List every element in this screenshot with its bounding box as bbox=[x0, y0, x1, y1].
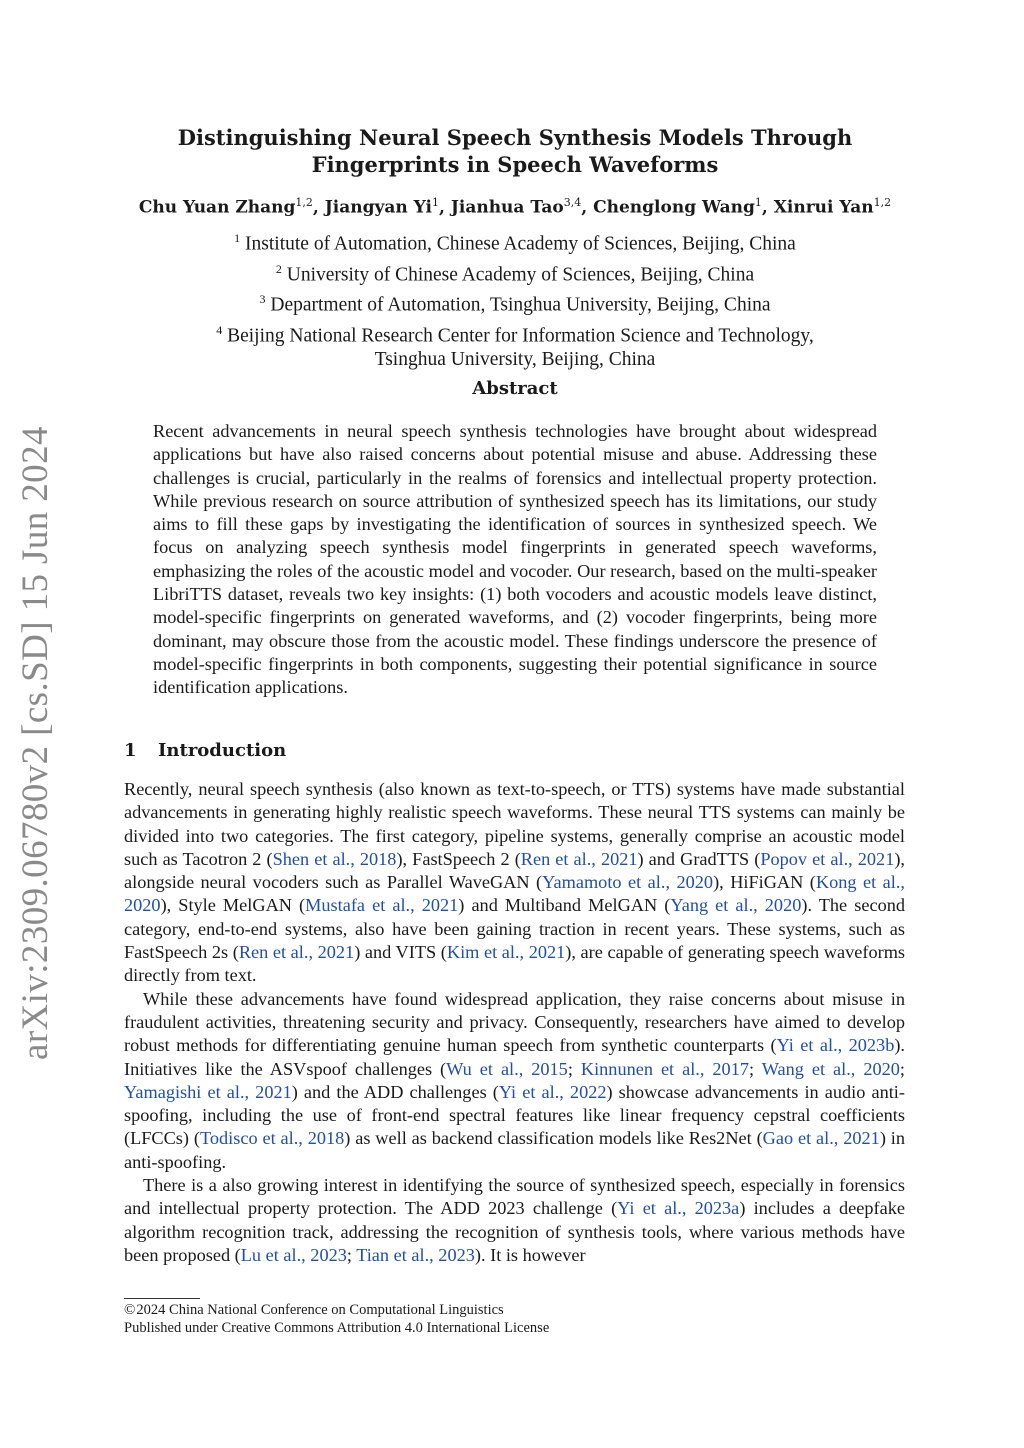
text-run: There is a also growing interest in identifying the source of synthesized speech, especially in forensics and intellectual property protection. The ADD 2023 challenge ( bbox=[124, 1175, 905, 1219]
citation-link[interactable]: Yi et al., 2023b bbox=[776, 1035, 895, 1056]
citation-link[interactable]: Popov et al., 2021 bbox=[760, 848, 895, 869]
citation-link[interactable]: Wu et al., 2015 bbox=[446, 1058, 568, 1079]
author-affil-sup: 3,4 bbox=[563, 196, 582, 209]
footnote-text: 2024 China National Conference on Computational Linguistics bbox=[136, 1302, 504, 1318]
title-line-2: Fingerprints in Speech Waveforms bbox=[311, 152, 719, 177]
author-affil-sup: 1,2 bbox=[873, 196, 892, 209]
citation-link[interactable]: Ren et al., 2021 bbox=[520, 848, 638, 869]
affil-text: Tsinghua University, Beijing, China bbox=[374, 349, 656, 370]
affil-sup: 1 bbox=[234, 231, 241, 245]
arxiv-stamp: arXiv:2309.06780v2 [cs.SD] 15 Jun 2024 bbox=[15, 426, 56, 1060]
affil-text: Department of Automation, Tsinghua University, Beijing, China bbox=[270, 294, 771, 316]
citation-link[interactable]: Kinnunen et al., 2017 bbox=[580, 1058, 749, 1079]
affiliation-line bbox=[120, 226, 910, 257]
text-run: ), alongside neural vocoders such as Parallel WaveGAN ( bbox=[124, 848, 906, 893]
section-number: 1 bbox=[124, 740, 137, 761]
author-name: Jiangyan Yi bbox=[324, 197, 432, 218]
text-run: ). It is however bbox=[474, 1244, 586, 1265]
citation-link[interactable]: Gao et al., 2021 bbox=[762, 1128, 880, 1149]
text-run: ), Style MelGAN ( bbox=[160, 895, 306, 916]
citation-link[interactable]: Yang et al., 2020 bbox=[670, 895, 802, 916]
copyright-icon: © bbox=[124, 1302, 136, 1318]
text-run: ; bbox=[346, 1244, 357, 1265]
text-run: Recently, neural speech synthesis (also known as text-to-speech, or TTS) systems have made substantial advancements in generating highly realistic speech waveforms. These neural TTS systems can mainly be divided into two categories. The first category, pipeline systems, generally comprise an acoustic model such as Tacotron 2 ( bbox=[124, 779, 905, 869]
author-name: Chu Yuan Zhang bbox=[138, 197, 296, 218]
footnote-line-2: Published under Creative Commons Attribution 4.0 International License bbox=[124, 1320, 550, 1336]
text-run: While these advancements have found widespread application, they raise concerns about misuse in fraudulent activities, threatening security and privacy. Consequently, researchers have aimed to develop robust methods for differentiating genuine human speech from synthetic counterparts ( bbox=[124, 988, 905, 1056]
text-run: ). Initiatives like the ASVspoof challenges ( bbox=[124, 1035, 906, 1079]
affil-text: Beijing National Research Center for Information Science and Technology, bbox=[227, 325, 814, 346]
text-run: ) in anti-spoofing. bbox=[124, 1128, 905, 1172]
citation-link[interactable]: Wang et al., 2020 bbox=[761, 1058, 900, 1079]
citation-link[interactable]: Yi et al., 2022 bbox=[498, 1081, 607, 1102]
footnote-divider bbox=[124, 1298, 200, 1299]
text-run: ) and VITS ( bbox=[354, 942, 447, 963]
section-title: Introduction bbox=[158, 740, 287, 761]
affiliation-line bbox=[120, 287, 910, 318]
affiliation-line bbox=[120, 257, 910, 288]
text-run: ) showcase advancements in audio anti-spoofing, including the use of front-end spectral features like linear frequency cepstral coefficients (LFCCs) ( bbox=[124, 1081, 905, 1149]
text-run: ) and Multiband MelGAN ( bbox=[458, 895, 671, 916]
citation-link[interactable]: Tian et al., 2023 bbox=[356, 1244, 475, 1265]
paragraph bbox=[124, 988, 905, 1174]
abstract-heading: Abstract bbox=[472, 378, 558, 399]
paragraph bbox=[124, 1174, 905, 1267]
section-heading bbox=[124, 740, 286, 761]
title-line-1: Distinguishing Neural Speech Synthesis Models Through bbox=[177, 125, 853, 150]
citation-link[interactable]: Shen et al., 2018 bbox=[272, 848, 397, 869]
footnote-line-1 bbox=[124, 1301, 549, 1319]
text-run: ) and GradTTS ( bbox=[637, 848, 761, 869]
paragraph bbox=[124, 778, 905, 988]
body-text bbox=[124, 778, 905, 1267]
footnote bbox=[124, 1301, 549, 1337]
citation-link[interactable]: Kim et al., 2021 bbox=[446, 942, 566, 963]
citation-link[interactable]: Yamamoto et al., 2020 bbox=[542, 872, 714, 893]
citation-link[interactable]: Mustafa et al., 2021 bbox=[305, 895, 459, 916]
text-run: ; bbox=[899, 1058, 905, 1079]
text-run: ), FastSpeech 2 ( bbox=[396, 848, 521, 869]
affil-text: Institute of Automation, Chinese Academy of Sciences, Beijing, China bbox=[245, 233, 796, 255]
citation-link[interactable]: Lu et al., 2023 bbox=[240, 1244, 347, 1265]
affil-sup: 3 bbox=[259, 292, 266, 306]
citation-link[interactable]: Todisco et al., 2018 bbox=[199, 1128, 345, 1149]
text-run: ), HiFiGAN ( bbox=[713, 872, 816, 893]
text-run: ) as well as backend classification models like Res2Net ( bbox=[344, 1128, 763, 1149]
author-name: Chenglong Wang bbox=[593, 197, 755, 218]
affiliation-line bbox=[120, 348, 910, 372]
text-run: ; bbox=[748, 1058, 762, 1079]
citation-link[interactable]: Ren et al., 2021 bbox=[238, 942, 355, 963]
author-list: Chu Yuan Zhang$^{1,2}$, Jiangyan Yi$^1$, Jianhua Tao$^{3,4}$, Chenglong Wang$^1$, Xinrui Yan$^{1,2}$ bbox=[138, 196, 892, 218]
citation-link[interactable]: Yamagishi et al., 2021 bbox=[124, 1081, 292, 1102]
author-name: Xinrui Yan bbox=[773, 197, 874, 218]
citation-link[interactable]: Kong et al., 2020 bbox=[124, 872, 905, 916]
affil-text: University of Chinese Academy of Sciences, Beijing, China bbox=[286, 264, 755, 285]
paper-title bbox=[120, 124, 910, 178]
affil-sup: 2 bbox=[275, 261, 282, 276]
text-run: ), are capable of generating speech waveforms directly from text. bbox=[124, 942, 906, 986]
affiliation-line bbox=[120, 318, 910, 349]
text-run: ) includes a deepfake algorithm recognition track, addressing the recognition of synthesis tools, where various methods have been proposed ( bbox=[124, 1198, 906, 1265]
affil-sup: 4 bbox=[216, 322, 223, 337]
author-affil-sup: 1 bbox=[431, 196, 439, 209]
text-run: ). The second category, end-to-end systems, also have been gaining traction in recent years. These systems, such as FastSpeech 2s ( bbox=[124, 895, 905, 963]
citation-link[interactable]: Yi et al., 2023a bbox=[617, 1198, 740, 1219]
text-run: ) and the ADD challenges ( bbox=[291, 1081, 499, 1102]
author-name: Jianhua Tao bbox=[450, 197, 564, 218]
author-affil-sup: 1,2 bbox=[295, 196, 313, 209]
affiliation-list bbox=[120, 226, 910, 372]
text-run: ; bbox=[567, 1058, 581, 1079]
abstract-text: Recent advancements in neural speech synthesis technologies have brought about widespread applications but have also raised concerns about potential misuse and abuse. Addressing these challenges is crucial, particularly in the realms of forensics and intellectual property protection. While previous research on source attribution of synthesized speech has its limitations, our study aims to fill these gaps by investigating the identification of sources in synthesized speech. We focus on analyzing speech synthesis model fingerprints in generated speech waveforms, emphasizing the roles of the acoustic model and vocoder. Our research, based on the multi-speaker LibriTTS dataset, reveals two key insights: (1) both vocoders and acoustic models leave distinct, model-specific fingerprints on generated waveforms, and (2) vocoder fingerprints, being more dominant, may obscure those from the acoustic model. These findings underscore the presence of model-specific fingerprints in both components, suggesting their potential significance in source identification applications. bbox=[153, 421, 877, 698]
author-affil-sup: 1 bbox=[754, 196, 762, 209]
